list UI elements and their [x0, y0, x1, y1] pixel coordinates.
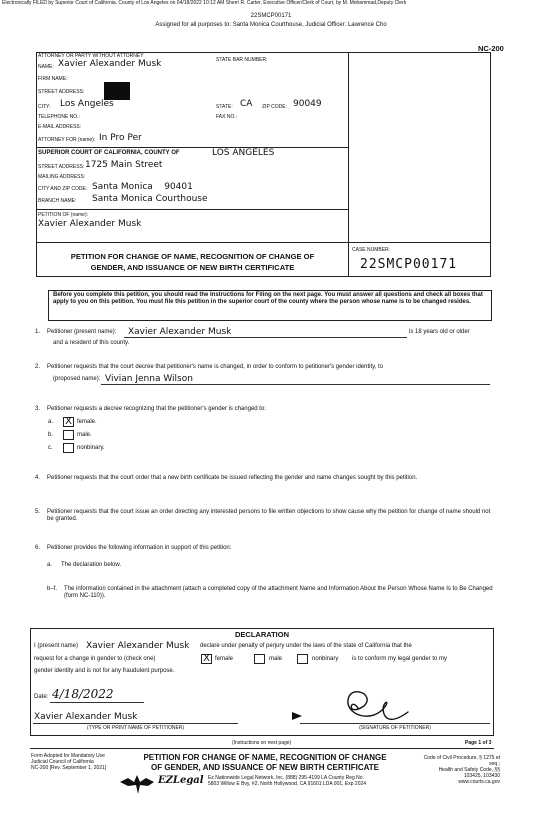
court-mailing-label: MAILING ADDRESS:	[38, 174, 86, 180]
printed-name-caption: (TYPE OR PRINT NAME OF PETITIONER)	[86, 725, 185, 731]
name-label: NAME:	[38, 64, 54, 70]
item-5-number: 5.	[35, 509, 41, 515]
item-6-number: 6.	[35, 545, 41, 551]
street-label: STREET ADDRESS:	[38, 89, 85, 95]
decl-male-checkbox[interactable]	[254, 654, 265, 664]
male-checkbox[interactable]	[63, 430, 74, 440]
ez-info: Ez Nationwide Legal Network, Inc. (888) 295-4199 LA County Reg No. 5803 Willow E Bvy, #2, North Hollywood, CA 91601 LDA 001, Exp 2024	[208, 775, 367, 787]
city-value: Los Angeles	[60, 99, 114, 109]
item-2-text: Petitioner requests that the court decree that petitioner's name is changed, in order to conform to petitioner's gender identity, to	[47, 364, 384, 370]
case-number-label: CASE NUMBER:	[352, 247, 391, 253]
attorney-for-label: ATTORNEY FOR (name):	[38, 137, 96, 143]
assignment-line: Assigned for all purposes to: Santa Monica Courthouse, Judicial Officer: Lawrence Cho	[155, 22, 387, 28]
court-street-label: STREET ADDRESS:	[38, 164, 85, 170]
form-title: PETITION FOR CHANGE OF NAME, RECOGNITION OF CHANGE OF GENDER, AND ISSUANCE OF NEW BIRTH CERTIFICATE	[70, 252, 315, 272]
court-header: SUPERIOR COURT OF CALIFORNIA, COUNTY OF	[38, 150, 180, 156]
court-branch-value: Santa Monica Courthouse	[92, 194, 208, 204]
court-city-zip-value: Santa Monica 90401	[92, 182, 193, 192]
decl-line2-rest: is to conform my legal gender to my	[352, 656, 448, 662]
decl-name-value: Xavier Alexander Musk	[86, 641, 190, 651]
footer-code: Code of Civil Procedure, § 1275 et seq.; Health and Safety Code, §§ 103425, 103430 www.courts.ca.gov	[423, 755, 500, 785]
city-label: CITY:	[38, 104, 51, 110]
redaction-block	[104, 82, 130, 100]
signature-caption: (SIGNATURE OF PETITIONER)	[359, 725, 431, 731]
decl-female-label: female	[215, 656, 234, 662]
signature	[288, 678, 468, 726]
declaration-title: DECLARATION	[234, 630, 290, 639]
instructions-text: Before you complete this petition, you should read the Instructions for Filing on the next page. You must answer all questions and check all boxes that apply to you on this petition. You must file this petition in the superior court of the county where the person whose name is to be changed resides.	[53, 292, 483, 305]
state-bar-label: STATE BAR NUMBER:	[216, 57, 268, 63]
footer-title: PETITION FOR CHANGE OF NAME, RECOGNITION OF CHANGE OF GENDER, AND ISSUANCE OF NEW BIRTH CERTIFICATE	[143, 753, 387, 772]
item-4-number: 4.	[35, 475, 41, 481]
item-5-text: Petitioner requests that the court issue an order directing any interested persons to file written objections to show cause why the petition for change of name should not be granted.	[47, 509, 491, 522]
firm-label: FIRM NAME:	[38, 76, 68, 82]
item-6a-text: The declaration below.	[61, 562, 122, 568]
decl-line1-prefix: I (present name)	[34, 643, 79, 649]
item-6-text: Petitioner provides the following information in support of this petition:	[47, 545, 232, 551]
date-value: 4/18/2022	[52, 687, 114, 701]
state-label: STATE:	[216, 104, 233, 110]
state-value: CA	[240, 99, 253, 109]
item-1-text: Petitioner (present name):	[47, 329, 117, 335]
decl-nonbinary-checkbox[interactable]	[297, 654, 308, 664]
item-3c-letter: c.	[48, 445, 53, 451]
court-branch-label: BRANCH NAME:	[38, 198, 77, 204]
case-number-value: 22SMCP00171	[360, 257, 458, 272]
item-3-number: 3.	[35, 406, 41, 412]
decl-female-checkbox[interactable]: X	[201, 654, 212, 664]
item-3-text: Petitioner requests a decree recognizing that the petitioner's gender is changed to:	[47, 406, 266, 412]
instructions-next: (Instructions on next page)	[232, 740, 292, 746]
form-id: NC-200	[478, 44, 504, 53]
case-ref-top: 22SMCP00171	[250, 13, 292, 19]
decl-line1-rest: declare under penalty of perjury under the laws of the state of California that the	[200, 643, 412, 649]
name-value: Xavier Alexander Musk	[58, 59, 162, 69]
female-checkbox[interactable]: X	[63, 417, 74, 427]
item-6a-letter: a.	[47, 562, 53, 568]
female-label: female.	[77, 419, 97, 425]
email-label: E-MAIL ADDRESS:	[38, 124, 82, 130]
decl-line2-prefix: request for a change in gender to (check one)	[34, 656, 156, 662]
item-4-text: Petitioner requests that the court order that a new birth certificate be issued reflecting the gender and name changes sought by this petition.	[47, 475, 418, 481]
item-1-number: 1.	[35, 329, 41, 335]
item-2-label: (proposed name):	[53, 376, 101, 382]
arrow-icon	[292, 712, 302, 720]
decl-male-label: male	[269, 656, 283, 662]
attorney-header: ATTORNEY OR PARTY WITHOUT ATTORNEY	[38, 53, 144, 59]
item-2-number: 2.	[35, 364, 41, 370]
petition-of-value: Xavier Alexander Musk	[38, 219, 142, 229]
item-1-value: Xavier Alexander Musk	[128, 327, 232, 337]
footer-adopted: Form Adopted for Mandatory Use Judicial Council of California NC-200 [Rev. September 1, 2021]	[31, 753, 107, 771]
fax-label: FAX NO.:	[216, 114, 238, 120]
item-2-value: Vivian Jenna Wilson	[105, 374, 193, 384]
ez-brand: EZLegal	[158, 775, 204, 786]
page-of: Page 1 of 3	[465, 740, 492, 746]
zip-value: 90049	[293, 99, 322, 109]
court-city-zip-label: CITY AND ZIP CODE:	[38, 186, 88, 192]
decl-line3: gender identity and is not for any fraudulent purpose.	[34, 668, 175, 674]
male-label: male.	[77, 432, 92, 438]
phone-label: TELEPHONE NO.:	[38, 114, 80, 120]
printed-name: Xavier Alexander Musk	[34, 712, 138, 722]
nonbinary-label: nonbinary.	[77, 445, 105, 451]
attorney-for-value: In Pro Per	[99, 133, 142, 143]
court-county: LOS ANGELES	[212, 148, 275, 158]
zip-label: ZIP CODE:	[262, 104, 287, 110]
date-label: Date:	[34, 694, 49, 700]
eagle-seal-icon	[118, 772, 156, 796]
petition-of-label: PETITION OF (name):	[38, 212, 89, 218]
item-1-age: is 18 years old or older	[409, 329, 470, 335]
nonbinary-checkbox[interactable]	[63, 443, 74, 453]
filing-banner: Electronically FILED by Superior Court of California, County of Los Angeles on 04/18/2022 10:12 AM Sherri R. Carter, Executive Officer/Clerk of Court, by M. Mohammad,Deputy Clerk	[2, 0, 407, 6]
item-6bf-text: The information contained in the attachment (attach a completed copy of the attachment Name and Information About the Person Whose Name Is to Be Changed (form NC-110)).	[64, 586, 493, 599]
item-1-cont: and a resident of this county.	[53, 340, 130, 346]
court-street-value: 1725 Main Street	[85, 160, 163, 170]
decl-nonbinary-label: nonbinary	[312, 656, 339, 662]
item-3b-letter: b.	[48, 432, 54, 438]
item-3a-letter: a.	[48, 419, 54, 425]
item-6bf-letter: b–f.	[47, 586, 58, 592]
